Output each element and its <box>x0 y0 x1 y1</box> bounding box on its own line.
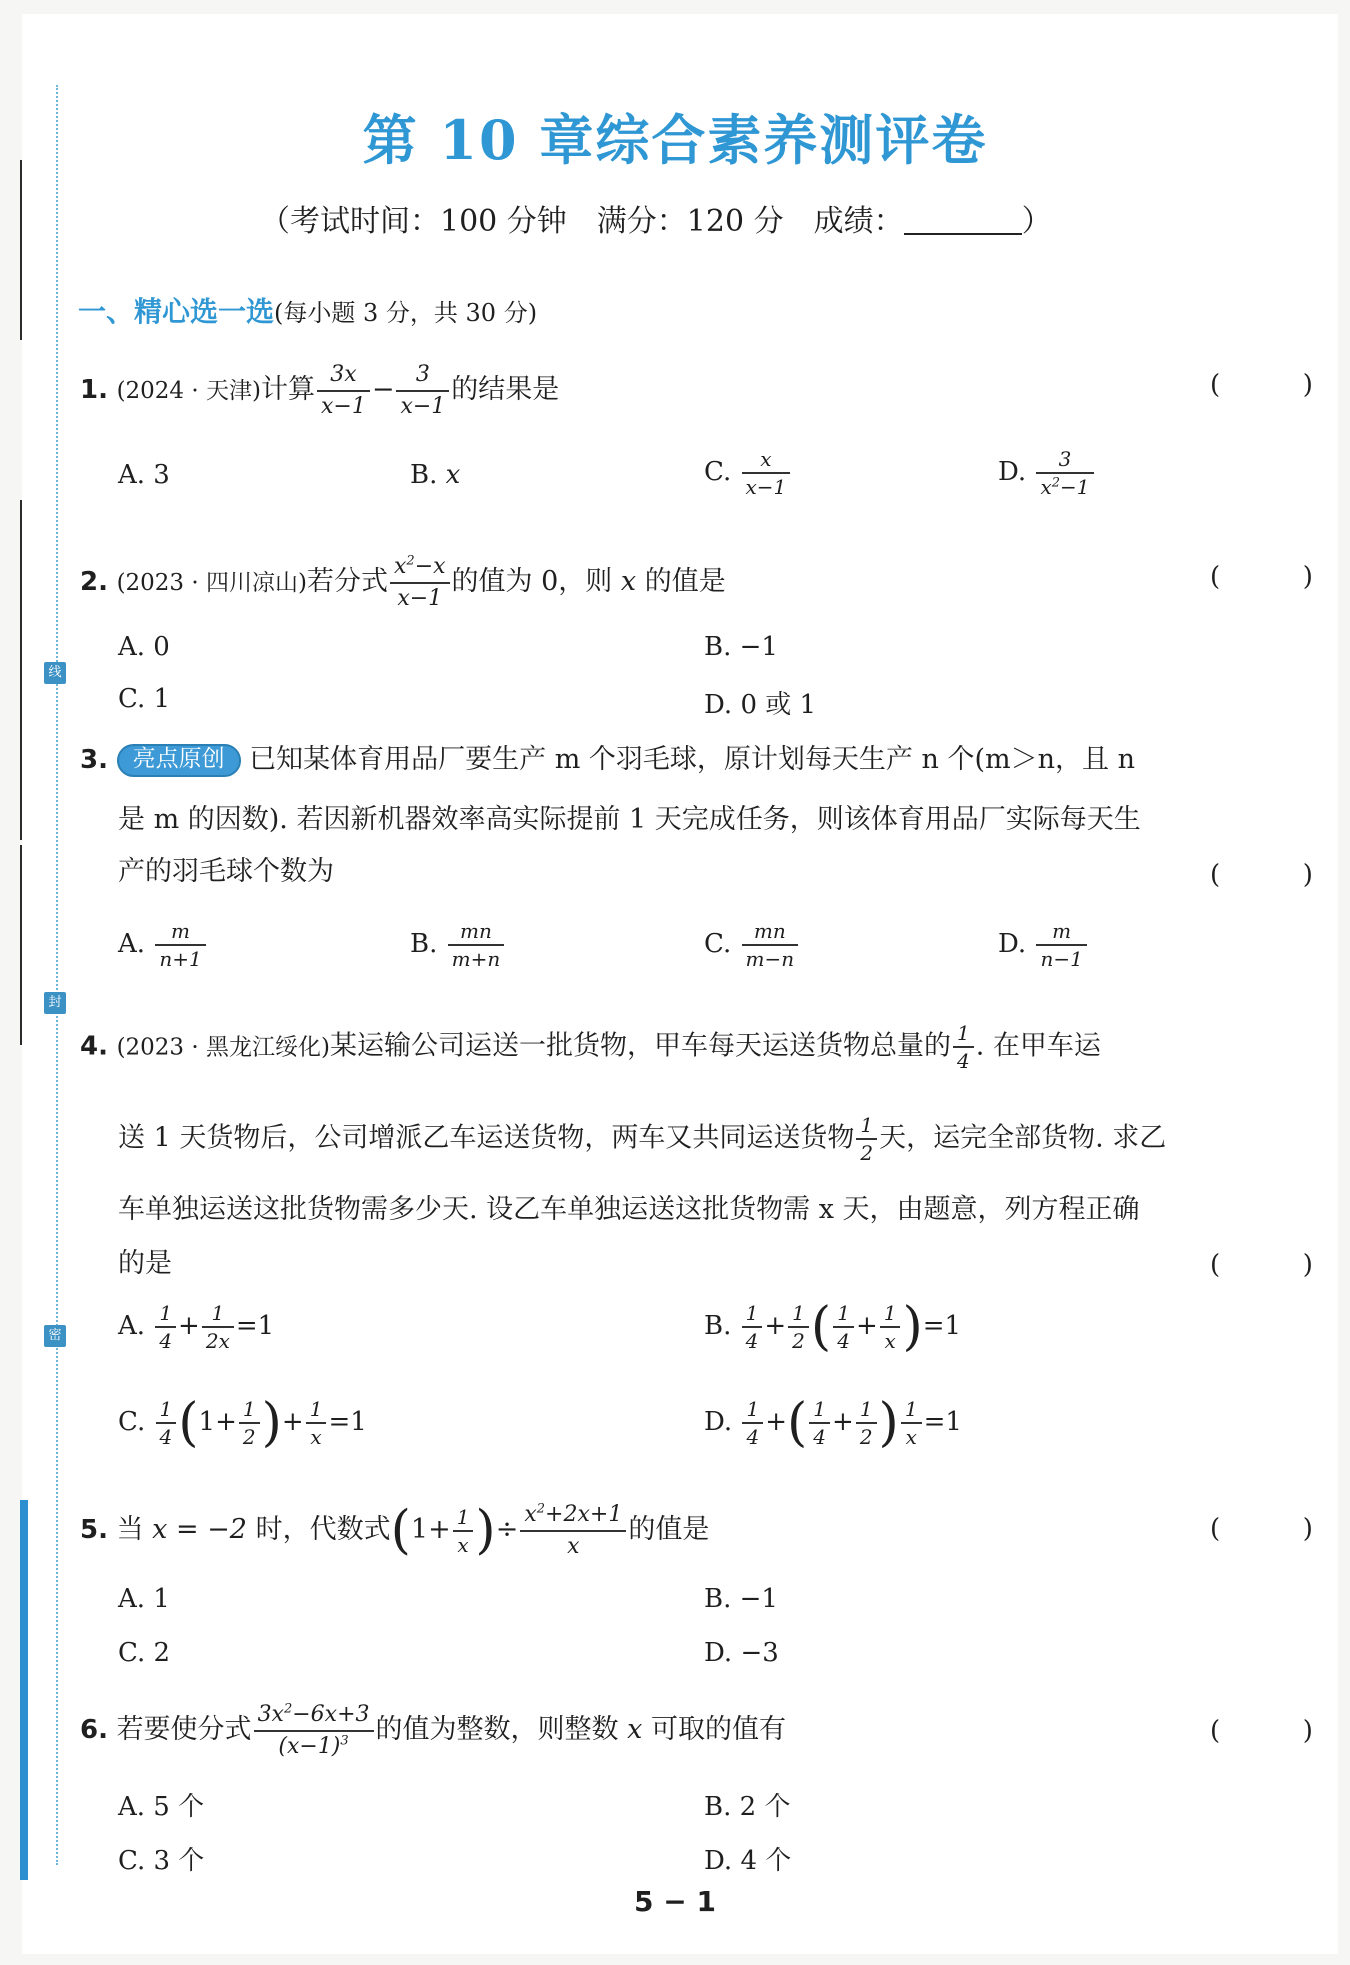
answer-paren[interactable]: ( ) <box>1210 562 1313 592</box>
fraction <box>901 1396 922 1450</box>
question-number: 6. <box>80 1715 108 1746</box>
binding-mark-mi: 密 <box>44 1325 66 1347</box>
numerator: 1 <box>956 1021 970 1045</box>
fraction <box>1036 446 1093 500</box>
denominator: 4 <box>809 1422 830 1450</box>
fraction <box>453 1504 474 1558</box>
question-text: 天，运完全部货物. 求乙 <box>879 1122 1167 1154</box>
fraction <box>788 1300 809 1354</box>
numerator: x <box>760 447 772 471</box>
question-5 <box>80 1500 709 1561</box>
denominator: x <box>520 1530 626 1562</box>
denominator: 2x <box>202 1326 234 1354</box>
close-paren: ) <box>261 1393 282 1453</box>
fraction <box>317 360 370 421</box>
operator: + <box>832 1407 854 1437</box>
fraction <box>202 1300 234 1354</box>
binding-rule <box>20 160 22 340</box>
question-6 <box>80 1700 786 1761</box>
option-d[interactable]: D. −3 <box>704 1638 779 1668</box>
question-text: 的结果是 <box>451 374 560 406</box>
fraction <box>953 1020 974 1074</box>
denominator: 2 <box>856 1422 877 1450</box>
fraction <box>742 918 799 972</box>
option-d[interactable] <box>704 1393 962 1453</box>
page-title: 第 10 章综合素养测评卷 <box>362 108 988 172</box>
operator: + <box>765 1407 787 1437</box>
section-note: (每小题 3 分，共 30 分) <box>274 299 538 327</box>
operator: + <box>215 1407 237 1437</box>
denominator-base: (x−1) <box>278 1733 341 1759</box>
numerator: 1 <box>242 1397 256 1421</box>
exponent: 3 <box>340 1733 349 1749</box>
page-number: 5 − 1 <box>634 1885 716 1918</box>
denominator: x−1 <box>742 472 791 500</box>
denominator-rest: −1 <box>1060 475 1090 499</box>
option-b[interactable]: B. −1 <box>704 632 778 662</box>
answer-paren[interactable]: ( ) <box>1210 860 1313 890</box>
term: 1 <box>410 1514 429 1546</box>
question-2 <box>80 552 726 613</box>
answer-paren[interactable]: ( ) <box>1210 1250 1313 1280</box>
question-text: 某运输公司运送一批货物，甲车每天运送货物总量的 <box>329 1030 951 1062</box>
option-c[interactable] <box>118 1393 367 1453</box>
question-number: 2. <box>80 567 108 598</box>
denominator: 4 <box>156 1422 177 1450</box>
option-label: A. <box>118 1311 146 1341</box>
operator: + <box>855 1311 878 1341</box>
denominator: n−1 <box>1036 944 1086 972</box>
section-label: 一、精心选一选 <box>78 295 275 328</box>
open-paren: ( <box>810 1297 832 1357</box>
close-paren: ) <box>902 1297 923 1357</box>
close-paren: ) <box>878 1393 899 1453</box>
binding-mark-xian: 线 <box>44 662 66 684</box>
question-text: 是 m 的因数). 若因新机器效率高实际提前 1 天完成任务，则该体育用品厂实际每天生 <box>118 804 1141 835</box>
operator: + <box>428 1514 451 1546</box>
denominator: x−1 <box>390 582 450 614</box>
fraction <box>520 1500 626 1561</box>
option-c[interactable] <box>704 446 792 500</box>
binding-mark-feng: 封 <box>44 992 66 1014</box>
option-c[interactable]: C. 1 <box>118 684 171 714</box>
denominator <box>1036 472 1093 500</box>
numerator-rest: +2x+1 <box>545 1502 623 1527</box>
fraction <box>390 552 450 613</box>
numerator: m <box>171 919 190 943</box>
denominator: x−1 <box>396 390 449 422</box>
denominator: x <box>453 1530 474 1558</box>
fraction <box>856 1396 877 1450</box>
question-text: 当 <box>116 1514 153 1546</box>
numerator <box>520 1500 626 1530</box>
numerator: 1 <box>859 1397 873 1421</box>
numerator: 3 <box>415 362 430 387</box>
option-a[interactable]: A. 0 <box>118 632 170 662</box>
question-number: 1. <box>80 375 108 406</box>
denominator: 4 <box>742 1326 763 1354</box>
fraction <box>742 1300 763 1354</box>
question-text: 计算 <box>260 374 315 406</box>
question-1 <box>80 360 559 421</box>
numerator: 3 <box>1058 447 1072 471</box>
numerator: 1 <box>904 1397 918 1421</box>
option-b[interactable] <box>410 460 460 490</box>
question-source: (2023 · 四川凉山) <box>116 570 307 597</box>
denominator: x <box>901 1422 922 1450</box>
denominator: m−n <box>742 944 799 972</box>
term: 1 <box>198 1407 216 1437</box>
denominator: 2 <box>856 1138 877 1166</box>
option-d[interactable] <box>998 446 1096 500</box>
denominator: m+n <box>448 944 505 972</box>
numerator: 1 <box>745 1301 759 1325</box>
fraction <box>239 1396 260 1450</box>
answer-paren[interactable]: ( ) <box>1210 370 1313 400</box>
fraction <box>254 1700 374 1761</box>
question-text: 车单独运送这批货物需多少天. 设乙车单独运送这批货物需 x 天，由题意，列方程正确 <box>118 1194 1140 1225</box>
variable: x <box>627 1714 643 1746</box>
question-text: 的值是 <box>628 1514 710 1546</box>
question-number: 4. <box>80 1031 108 1062</box>
numerator: 1 <box>837 1301 850 1325</box>
fraction <box>809 1396 830 1450</box>
option-c[interactable]: C. 3 个 <box>118 1846 205 1876</box>
operator: − <box>371 374 395 406</box>
question-text <box>118 1112 1166 1166</box>
numerator: m <box>1052 919 1072 943</box>
operator: + <box>178 1311 200 1341</box>
score-blank[interactable] <box>904 207 1022 235</box>
numerator: 1 <box>159 1397 173 1421</box>
question-source: (2024 · 天津) <box>116 378 261 405</box>
open-paren: ( <box>178 1393 199 1453</box>
exponent: 2 <box>1051 475 1061 491</box>
fraction <box>742 446 791 500</box>
question-text: 已知某体育用品厂要生产 m 个羽毛球，原计划每天生产 n 个(m＞n，且 n <box>249 744 1135 775</box>
option-d[interactable]: D. 0 或 1 <box>704 690 817 720</box>
option-b[interactable]: B. −1 <box>704 1584 778 1614</box>
numerator: 3x <box>330 362 357 387</box>
option-d[interactable] <box>998 918 1089 972</box>
denominator: x−1 <box>317 390 370 422</box>
open-paren: ( <box>786 1393 808 1453</box>
binding-rule <box>20 500 22 840</box>
question-text: 送 1 天货物后，公司增派乙车运送货物，两车又共同运送货物 <box>118 1122 855 1154</box>
option-d[interactable]: D. 4 个 <box>704 1846 792 1876</box>
question-number: 3. <box>80 745 108 775</box>
option-label: B. <box>410 929 446 959</box>
option-label: A. <box>118 929 154 959</box>
numerator: 1 <box>792 1301 805 1325</box>
fraction <box>448 918 505 972</box>
exam-info <box>260 196 1052 240</box>
option-label: C. <box>118 1407 146 1437</box>
question-3 <box>80 744 1135 777</box>
variable: x <box>620 566 637 598</box>
option-a[interactable] <box>118 918 208 972</box>
option-a[interactable]: A. 5 个 <box>118 1792 205 1822</box>
fraction <box>833 1300 854 1354</box>
question-text: 时，代数式 <box>246 1514 391 1546</box>
option-label: B. <box>704 1311 732 1341</box>
option-label: D. <box>998 457 1035 487</box>
exam-info-text: （考试时间：100 分钟 满分：120 分 成绩： <box>260 204 904 239</box>
numerator-rest: −6x+3 <box>292 1702 370 1727</box>
option-a[interactable] <box>118 1300 274 1354</box>
operator: + <box>281 1407 304 1437</box>
answer-paren[interactable]: ( ) <box>1210 1716 1313 1746</box>
numerator-rest: −x <box>414 554 446 579</box>
fraction <box>396 360 449 421</box>
numerator: 1 <box>159 1301 173 1325</box>
numerator-base: x <box>524 1502 537 1527</box>
denominator: x <box>880 1326 901 1354</box>
exam-info-close: ） <box>1021 204 1052 239</box>
option-b[interactable] <box>704 1297 962 1357</box>
section-heading <box>78 290 537 330</box>
question-4 <box>80 1020 1101 1074</box>
numerator-base: 3x <box>257 1702 284 1727</box>
denominator: 4 <box>742 1422 763 1450</box>
fraction <box>306 1396 327 1450</box>
condition: x = −2 <box>152 1514 247 1546</box>
numerator: 1 <box>211 1301 225 1325</box>
question-text: 的值是 <box>636 566 726 598</box>
answer-paren[interactable]: ( ) <box>1210 1514 1313 1544</box>
fraction <box>880 1300 901 1354</box>
question-text: 的值为整数，则整数 <box>375 1714 628 1746</box>
option-a[interactable]: A. 3 <box>118 460 170 490</box>
denominator <box>254 1730 374 1762</box>
highlight-badge: 亮点原创 <box>117 744 241 777</box>
denominator: 4 <box>155 1326 176 1354</box>
question-text: 若要使分式 <box>116 1714 252 1746</box>
denominator: x <box>306 1422 327 1450</box>
numerator-base: x <box>393 554 407 579</box>
option-label: D. <box>998 929 1035 959</box>
fraction <box>742 1396 763 1450</box>
equals: =1 <box>922 1311 962 1341</box>
option-value: x <box>445 460 461 490</box>
denominator: 2 <box>239 1422 260 1450</box>
open-paren: ( <box>390 1500 411 1561</box>
option-c[interactable]: C. 2 <box>118 1638 171 1668</box>
denominator: 4 <box>953 1046 974 1074</box>
numerator: 1 <box>746 1397 760 1421</box>
question-text: 的值为 0，则 <box>451 566 621 598</box>
binding-rule <box>20 845 22 1045</box>
denominator: 2 <box>788 1326 809 1354</box>
question-text: 的是 <box>118 1248 172 1279</box>
option-b[interactable]: B. 2 个 <box>704 1792 791 1822</box>
option-label: C. <box>704 457 740 487</box>
numerator: mn <box>753 919 786 943</box>
numerator <box>254 1700 374 1730</box>
question-number: 5. <box>80 1515 108 1546</box>
fraction <box>156 1396 177 1450</box>
option-a[interactable]: A. 1 <box>118 1584 170 1614</box>
option-label: C. <box>704 929 740 959</box>
exponent: 2 <box>406 553 415 569</box>
equals: =1 <box>235 1311 275 1341</box>
equals: =1 <box>328 1407 367 1437</box>
question-text: 可取的值有 <box>642 1714 786 1746</box>
binding-dotted-line <box>56 85 58 1865</box>
question-text: . 在甲车运 <box>975 1030 1101 1062</box>
question-text: 产的羽毛球个数为 <box>118 856 334 887</box>
numerator <box>390 552 450 582</box>
numerator: 1 <box>813 1397 827 1421</box>
denominator: n+1 <box>155 944 205 972</box>
fraction <box>155 1300 176 1354</box>
denominator-base: x <box>1040 475 1052 499</box>
denominator: 4 <box>833 1326 854 1354</box>
option-label: D. <box>704 1407 733 1437</box>
question-source: (2023 · 黑龙江绥化) <box>116 1034 330 1061</box>
fraction <box>856 1112 877 1166</box>
binding-blue-strip <box>20 1500 28 1880</box>
close-paren: ) <box>475 1500 496 1561</box>
operator: ÷ <box>495 1514 519 1546</box>
option-c[interactable] <box>704 918 800 972</box>
numerator: 1 <box>456 1504 470 1529</box>
operator: + <box>764 1311 787 1341</box>
numerator: 1 <box>309 1397 323 1421</box>
exponent: 2 <box>536 1501 546 1517</box>
question-text: 若分式 <box>306 566 388 598</box>
equals: =1 <box>923 1407 962 1437</box>
option-label: B. <box>410 460 446 490</box>
fraction <box>1036 918 1086 972</box>
numerator: 1 <box>883 1301 897 1325</box>
exponent: 2 <box>283 1701 293 1717</box>
numerator: 1 <box>860 1113 874 1137</box>
fraction <box>155 918 205 972</box>
option-b[interactable] <box>410 918 506 972</box>
numerator: mn <box>460 919 492 943</box>
